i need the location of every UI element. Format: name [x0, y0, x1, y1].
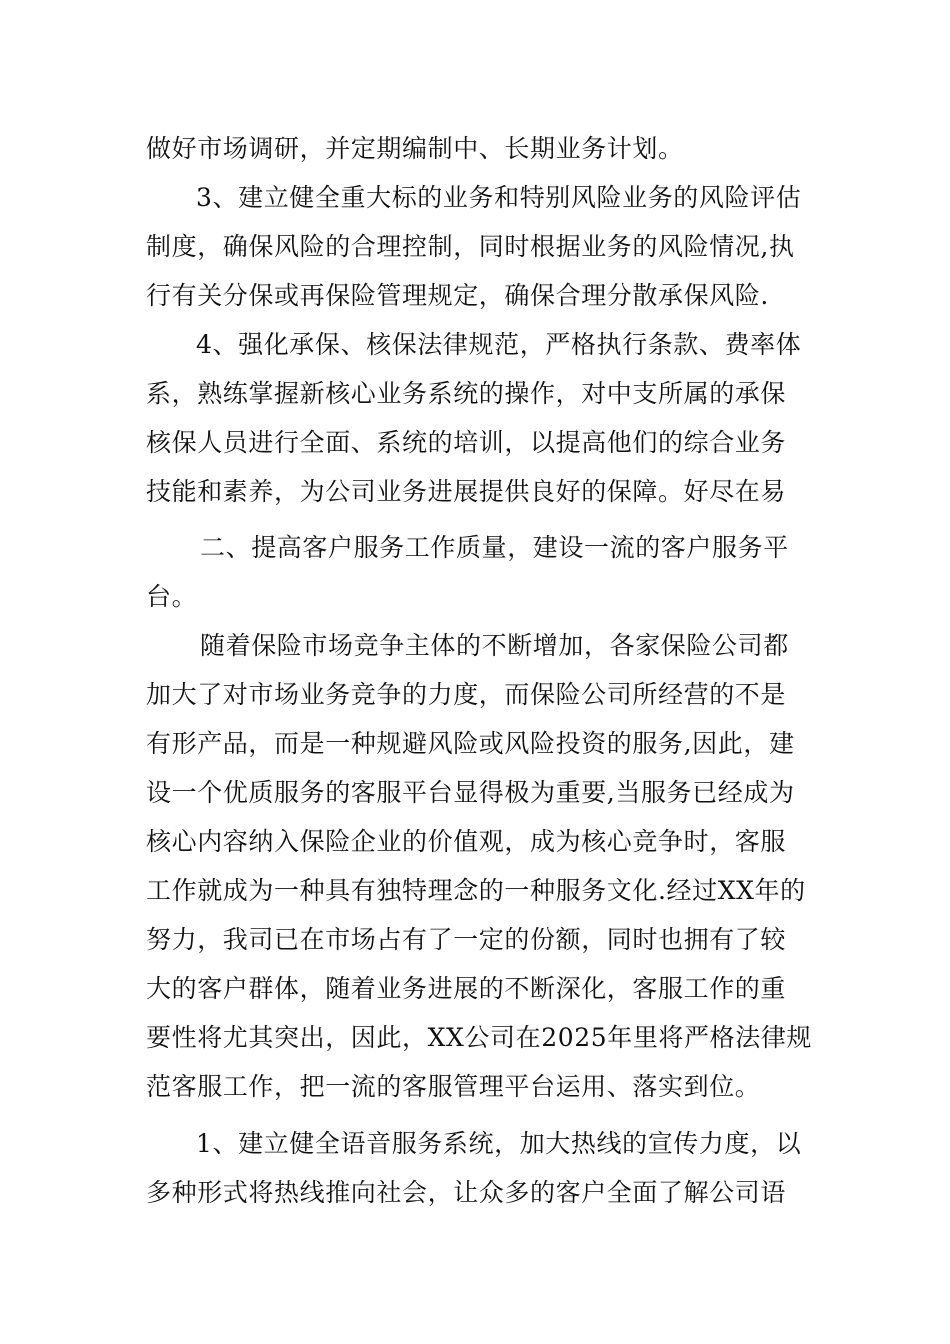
text-line: 1、建立健全语音服务系统，加大热线的宣传力度，以 — [196, 1129, 802, 1158]
text-line: 核心内容纳入保险企业的价值观，成为核心竞争时，客服 — [146, 827, 787, 856]
section-heading: 台。 — [146, 582, 198, 611]
text-line: 技能和素养，为公司业务进展提供良好的保障。好尽在易 — [146, 477, 787, 506]
text-line: 系，熟练掌握新核心业务系统的操作，对中支所属的承保 — [146, 379, 787, 408]
text-line: 努力，我司已在市场占有了一定的份额，同时也拥有了较 — [146, 925, 787, 954]
text-line: 随着保险市场竞争主体的不断增加，各家保险公司都 — [200, 631, 789, 660]
text-line: 大的客户群体，随着业务进展的不断深化，客服工作的重 — [146, 974, 787, 1003]
text-line: 制度，确保风险的合理控制，同时根据业务的风险情况,执 — [146, 232, 795, 261]
text-line: 有形产品，而是一种规避风险或风险投资的服务,因此，建 — [146, 729, 795, 758]
text-line: 4、强化承保、核保法律规范，严格执行条款、费率体 — [196, 330, 802, 359]
text-line: 3、建立健全重大标的业务和特别风险业务的风险评估 — [196, 183, 802, 212]
text-line: 工作就成为一种具有独特理念的一种服务文化.经过XX年的 — [146, 876, 806, 905]
text-line: 做好市场调研，并定期编制中、长期业务计划。 — [146, 134, 684, 163]
text-line: 行有关分保或再保险管理规定，确保合理分散承保风险. — [146, 281, 769, 310]
text-line: 核保人员进行全面、系统的培训，以提高他们的综合业务 — [146, 428, 787, 457]
text-line: 多种形式将热线推向社会，让众多的客户全面了解公司语 — [146, 1178, 787, 1207]
text-line: 加大了对市场业务竞争的力度，而保险公司所经营的不是 — [146, 680, 787, 709]
text-line: 范客服工作，把一流的客服管理平台运用、落实到位。 — [146, 1072, 761, 1101]
text-line: 要性将尤其突出，因此，XX公司在2025年里将严格法律规 — [146, 1023, 813, 1052]
text-line: 设一个优质服务的客服平台显得极为重要,当服务已经成为 — [146, 778, 795, 807]
section-heading: 二、提高客户服务工作质量，建设一流的客户服务平 — [200, 533, 789, 562]
